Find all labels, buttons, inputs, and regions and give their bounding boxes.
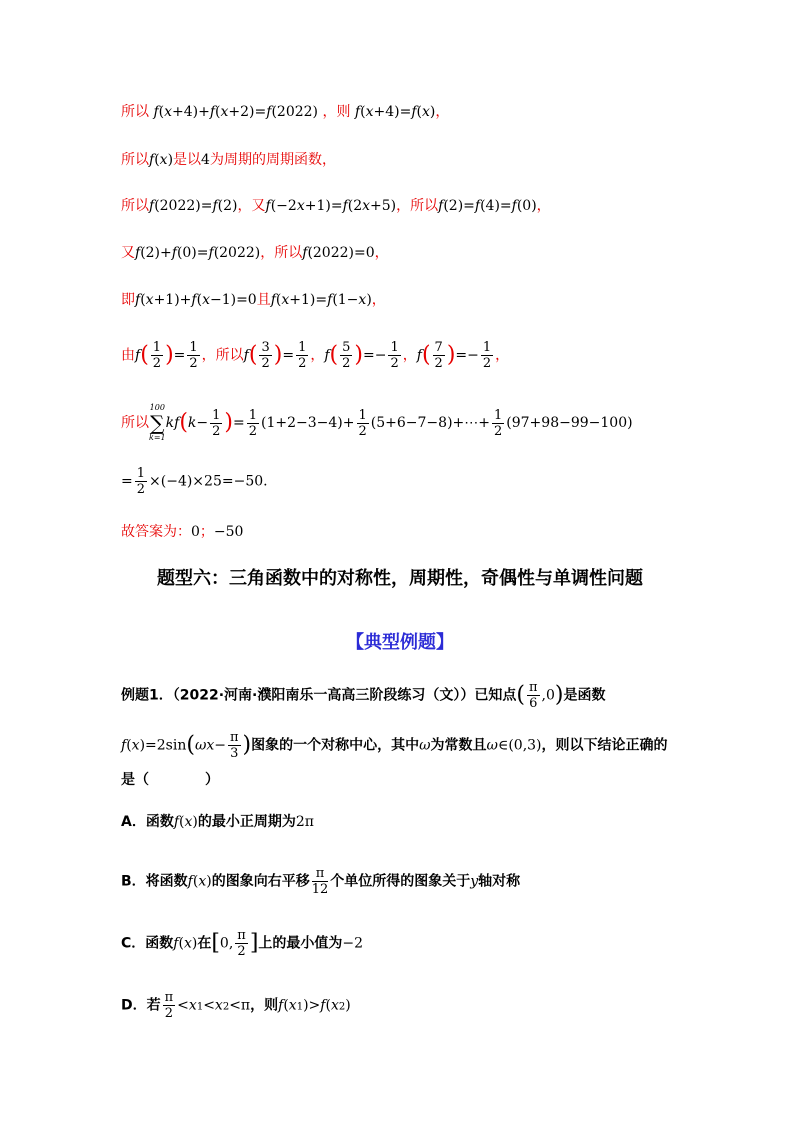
example-label: 例题1．	[121, 687, 173, 704]
example-line-2: f(x)=2sin(ωx− $\frac{\pi}{3}$ )图象的一个对称中心，其中ω为常数且ω∈(0,3)，则以下结论正确的	[121, 730, 668, 761]
solution-line-7: 所以 100 ∑ k=1 kf(k− $\frac{1}{2}$ )= $\frac{1}{2}$ (1+2−3−4)+ $\frac{1}{2}$ (5+6−7−8)+⋯+ $\frac{1}{2}$ (97+98−99−100)	[121, 403, 633, 442]
solution-line-1: 所以 f(x+4)+f(x+2)=f(2022) ，则 f(x+4)=f(x)，	[121, 104, 450, 120]
option-d[interactable]: D．若 $\frac{\pi}{2}$ <x1<x2<π，则f(x1)>f(x2)	[121, 990, 351, 1021]
section-title: 题型六：三角函数中的对称性，周期性，奇偶性与单调性问题	[157, 568, 643, 589]
solution-line-3: 所以f(2022)=f(2)，又f(−2x+1)=f(2x+5)，所以f(2)=f(4)=f(0)，	[121, 198, 551, 214]
solution-line-6: 由f( $\frac{1}{2}$ )= $\frac{1}{2}$ ，所以f( $\frac{3}{2}$ )= $\frac{1}{2}$ ，f( $\frac{5}{2}$ )=− $\frac{1}{2}$ ，f( $\frac{7}{2}$ )=− $\frac{1}{2}$ ，	[121, 340, 510, 371]
solution-line-8: = $\frac{1}{2}$ ×(−4)×25=−50.	[121, 466, 268, 497]
option-b[interactable]: B．将函数f(x)的图象向右平移 $\frac{\pi}{12}$ 个单位所得的图象关于y轴对称	[121, 866, 521, 897]
subsection-title: 【典型例题】	[346, 632, 454, 653]
solution-line-5: 即f(x+1)+f(x−1)=0且f(x+1)=f(1−x)，	[121, 292, 386, 308]
equation: f	[153, 104, 159, 120]
solution-line-4: 又f(2)+f(0)=f(2022)，所以f(2022)=0，	[121, 245, 389, 261]
option-a[interactable]: A．函数f(x)的最小正周期为2π	[121, 814, 314, 830]
answer-line: 故答案为：0；−50	[121, 524, 244, 540]
option-c[interactable]: C．函数f(x)在[0, $\frac{\pi}{2}$ ]上的最小值为−2	[121, 928, 364, 959]
example-line-1: 例题1．（2022·河南·濮阳南乐一高高三阶段练习（文））已知点( $\frac{\pi}{6}$ ,0)是函数	[121, 680, 606, 711]
solution-line-2: 所以f(x)是以4为周期的周期函数，	[121, 152, 336, 168]
example-line-3: 是（ ）	[121, 772, 219, 788]
